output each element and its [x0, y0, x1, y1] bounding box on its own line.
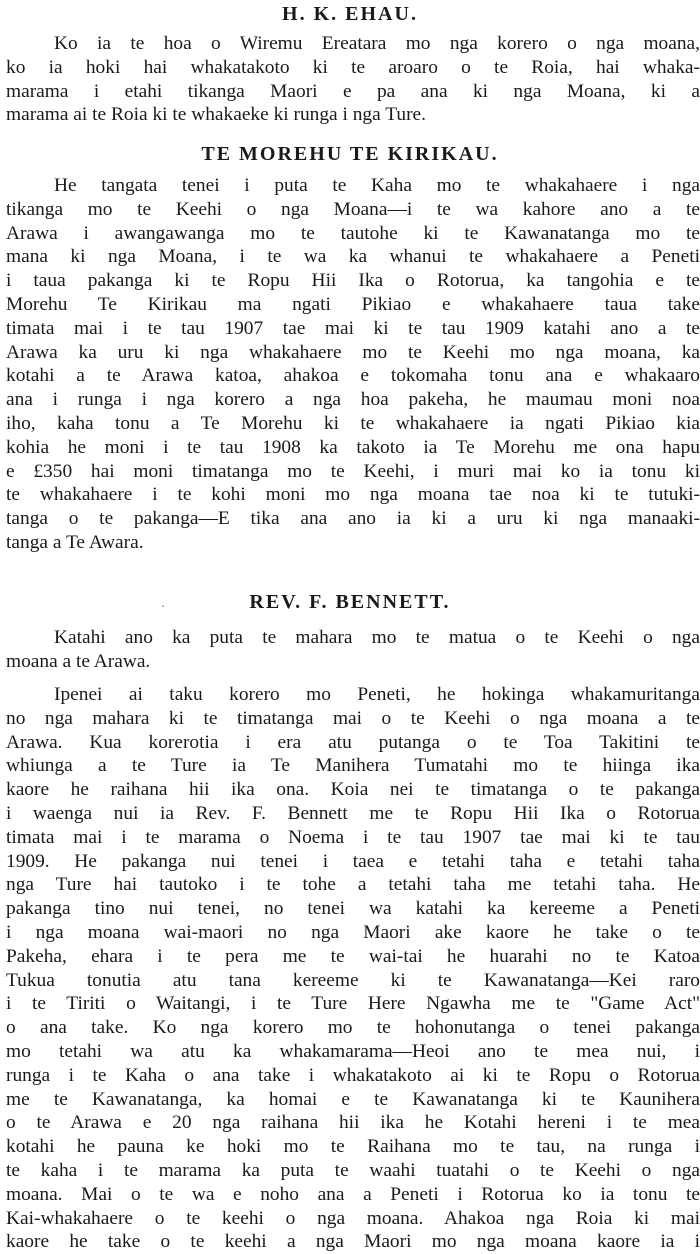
paragraph-line: te kaha i te marama ka puta te waahi tuatahi o te Keehi o nga: [6, 1159, 700, 1181]
paragraph-line: te whakahaere i te kohi moni mo nga moana tae noa ki te tutuki-: [6, 484, 700, 506]
paragraph-line: Tukua tonutia atu tana kereeme ki te Kawanatanga—Kei raro: [6, 969, 700, 991]
paragraph-line: kaore he raihana hii ika ona. Koia nei te timatanga o te pakanga: [6, 779, 700, 801]
paragraph-line: Arawa ka uru ki nga whakahaere mo te Keehi mo nga moana, ka: [6, 341, 700, 363]
paragraph-line: no nga mahara ki te timatanga mai o te Keehi o nga moana a te: [6, 707, 700, 729]
paragraph-line: mana ki nga Moana, i te wa ka whanui te whakahaere a Peneti: [6, 246, 700, 268]
paragraph-line: i waenga nui ia Rev. F. Bennett me te Ropu Hii Ika o Rotorua: [6, 802, 700, 824]
section-te-morehu: [0, 142, 700, 555]
paragraph-line: timata mai i te marama o Noema i te tau 1907 tae mai ki te tau: [6, 826, 700, 848]
paragraph-line: me te Kawanatanga, ka homai e te Kawanatanga ki te Kaunihera: [6, 1088, 700, 1110]
paragraph-line: whiunga a te Ture ia Te Manihera Tumatahi mo te hiinga ika: [6, 755, 700, 777]
paragraph-line: kaore he take o te keehi a nga Maori mo nga moana kaore ia i: [6, 1231, 700, 1253]
paragraph-line: Pakeha, ehara i te pera me te wai-tai he huarahi no te Katoa: [6, 945, 700, 967]
paragraph-line: runga i te Kaha o ana take i whakatakoto ai ki te Ropu o Rotorua: [6, 1064, 700, 1086]
paragraph-line: kotahi a te Arawa katoa, ahakoa e tokomaha tonu ana e whakaaro: [6, 365, 700, 387]
section-heading: REV. F. BENNETT.: [249, 591, 451, 613]
paragraph-line: iho, kaha tonu a Te Morehu ki te whakahaere ia ngati Pikiao kia: [6, 412, 700, 434]
paragraph-line: Ko ia te hoa o Wiremu Ereatara mo nga korero o nga moana,: [54, 33, 700, 54]
paragraph-line: Kai-whakahaere o te keehi o nga moana. Ahakoa nga Roia ki mai: [6, 1207, 700, 1229]
paragraph-line: i te Tiriti o Waitangi, i te Ture Here Ngawha me te "Game Act": [6, 993, 700, 1015]
paragraph-line: nga Ture hai tautoko i te tohe a tetahi taha me tetahi taha. He: [6, 874, 700, 896]
print-speck: ·: [161, 599, 165, 613]
paragraph-line: Morehu Te Kirikau ma ngati Pikiao e whakahaere taua take: [6, 293, 700, 315]
paragraph-line: o ana take. Ko nga korero mo te hohonutanga o tenei pakanga: [6, 1017, 700, 1039]
paragraph-line: tanga o te pakanga—E tika ana ano ia ki a uru ki nga manaaki-: [6, 508, 700, 530]
paragraph-line: o te Arawa e 20 nga raihana hii ika he Kotahi hereni i te mea: [6, 1112, 700, 1134]
paragraph-line: He tangata tenei i puta te Kaha mo te whakahaere i nga: [54, 175, 700, 196]
section-bennett-body: [0, 683, 700, 1254]
paragraph-line: ko ia hoki hai whakatakoto ki te aroaro o te Roia, hai whaka-: [6, 56, 700, 78]
paragraph-line: mo tetahi wa atu ka whakamarama—Heoi ano te mea nui, i: [6, 1040, 700, 1062]
paragraph-line: tikanga mo te Keehi o nga Moana—i te wa kahore ano a te: [6, 198, 700, 220]
section-ehau: [0, 2, 700, 127]
paragraph-line: Arawa i awangawanga mo te tautohe ki te Kawanatanga mo te: [6, 222, 700, 244]
paragraph-line: i taua pakanga ki te Ropu Hii Ika o Rotorua, ka tangohia e te: [6, 270, 700, 292]
paragraph-line: ana i runga i nga korero a nga hoa pakeha, he maumau moni noa: [6, 389, 700, 411]
paragraph-line: Arawa. Kua korerotia i era atu putanga o te Toa Takitini te: [6, 731, 700, 753]
section-heading: TE MOREHU TE KIRIKAU.: [201, 143, 499, 165]
paragraph-line: kohia he moni i te tau 1908 ka takoto ia Te Morehu me ona hapu: [6, 436, 700, 458]
paragraph-line: kotahi he pauna ke hoki mo te Raihana mo te tau, na runga i: [6, 1136, 700, 1158]
paragraph-line: i nga moana wai-maori no nga Maori ake kaore he take o te: [6, 921, 700, 943]
paragraph-line: 1909. He pakanga nui tenei i taea e tetahi taha e tetahi taha: [6, 850, 700, 872]
paragraph-line: moana. Mai o te wa e noho ana a Peneti i Rotorua ko ia tonu te: [6, 1183, 700, 1205]
paragraph-line: pakanga tino nui tenei, no tenei wa katahi ka kereeme a Peneti: [6, 898, 700, 920]
paragraph-line: e £350 hai moni timatanga mo te Keehi, i muri mai ko ia tonu ki: [6, 460, 700, 482]
section-heading: H. K. EHAU.: [282, 3, 418, 25]
paragraph-line: moana a te Arawa.: [6, 650, 151, 672]
paragraph-line: tanga a Te Awara.: [6, 531, 144, 553]
paragraph-line: Ipenei ai taku korero mo Peneti, he hokinga whakamuritanga: [54, 684, 700, 705]
paragraph-line: marama ai te Roia ki te whakaeke ki runga i nga Ture.: [6, 104, 427, 126]
section-bennett: [0, 590, 700, 674]
paragraph-line: Katahi ano ka puta te mahara mo te matua o te Keehi o nga: [54, 627, 700, 648]
paragraph-line: marama i etahi tikanga Maori e pa ana ki nga Moana, ki a: [6, 80, 700, 102]
paragraph-line: timata mai i te tau 1907 tae mai ki te tau 1909 katahi ano a te: [6, 317, 700, 339]
